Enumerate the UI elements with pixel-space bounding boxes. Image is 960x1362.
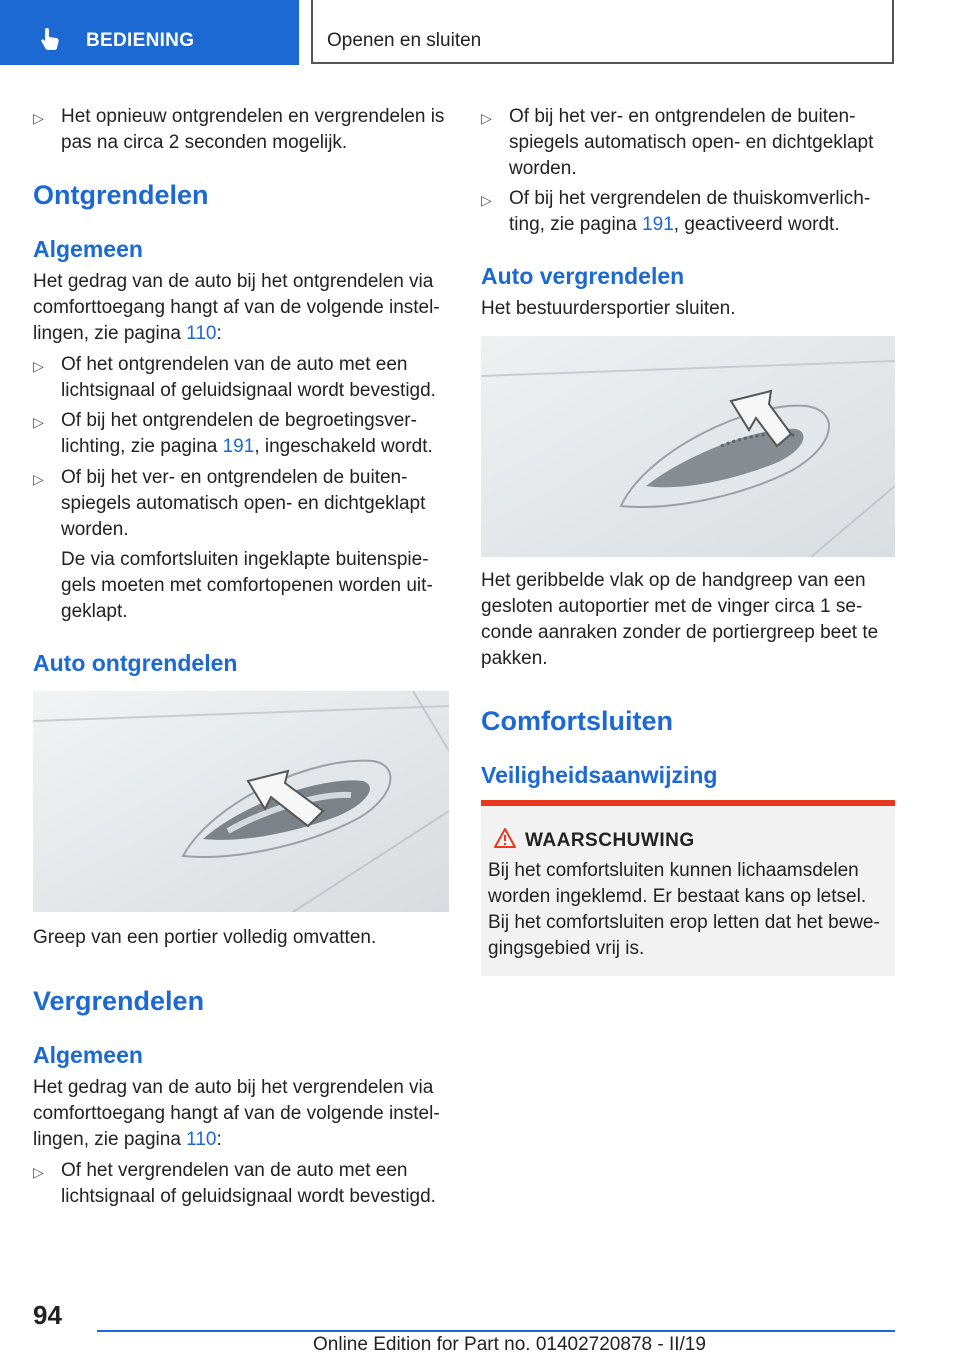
door-handle-unlock-image xyxy=(33,691,449,912)
comfort-heading: Comfortsluiten xyxy=(481,706,673,736)
list-item: ▷ Of bij het vergrendelen de thuiskomverlichting, zie pagina 191, geactiveerd wordt. xyxy=(481,188,871,235)
triangle-bullet-icon: ▷ xyxy=(33,110,44,126)
car-lock-text: Het bestuurdersportier sluiten. xyxy=(481,298,736,319)
door-handle-illustration xyxy=(33,691,449,912)
unlock-heading: Ontgrendelen xyxy=(33,180,209,210)
car-unlock-caption: Greep van een portier volledig omvatten. xyxy=(33,927,377,948)
hand-pointer-icon xyxy=(38,26,64,52)
door-handle-lock-image xyxy=(481,336,895,557)
list-item: ▷ Of het ontgrendelen van de auto met een lichtsignaal of geluidsignaal wordt bevestigd. xyxy=(33,354,436,401)
chapter-title: Openen en sluiten xyxy=(327,30,482,51)
list-item: ▷ Of het vergrendelen van de auto met een lichtsignaal of geluidsignaal wordt bevestigd. xyxy=(33,1160,436,1207)
triangle-bullet-icon: ▷ xyxy=(33,1164,44,1180)
triangle-bullet-icon: ▷ xyxy=(33,358,44,374)
lock-general-paragraph: Het gedrag van de auto bij het vergrendelen via comforttoegang hangt af van de volgende instellingen, zie pagina 110: xyxy=(33,1077,440,1150)
page-link[interactable]: 191 xyxy=(222,436,255,457)
list-item: ▷ Of bij het ver- en ontgrendelen de buitenspiegels automatisch open- en dichtgeklapt worden. xyxy=(481,106,874,179)
triangle-bullet-icon: ▷ xyxy=(481,110,492,126)
door-handle-illustration xyxy=(481,336,895,557)
triangle-bullet-icon: ▷ xyxy=(33,471,44,487)
list-item: ▷ Het opnieuw ontgrendelen en vergrendelen is pas na circa 2 seconden mogelijk. xyxy=(33,106,445,153)
unlock-general-heading: Algemeen xyxy=(33,236,143,262)
edition-text: Online Edition for Part no. 01402720878 - II/19 xyxy=(313,1334,706,1355)
car-unlock-heading: Auto ontgrendelen xyxy=(33,650,238,676)
car-lock-heading: Auto vergrendelen xyxy=(481,263,685,289)
section-tab xyxy=(0,0,299,65)
footer-rule xyxy=(97,1330,895,1332)
list-item-note: De via comfortsluiten ingeklapte buitenspiegels moeten met comfortopenen worden uitgeklapt. xyxy=(61,549,433,622)
unlock-general-paragraph: Het gedrag van de auto bij het ontgrendelen via comforttoegang hangt af van de volgende instellingen, zie pagina 110: xyxy=(33,271,440,344)
page-number: 94 xyxy=(33,1300,62,1330)
page-link[interactable]: 191 xyxy=(642,214,674,235)
list-item: ▷ Of bij het ontgrendelen de begroetingsverlichting, zie pagina 191, ingeschakeld wordt. xyxy=(33,410,433,457)
warning-box xyxy=(481,800,895,976)
page-link[interactable]: 110 xyxy=(186,1129,217,1150)
warning-text: Bij het comfortsluiten kunnen lichaamsdelen worden ingeklemd. Er bestaat kans op letsel. Bij het comfortsluiten erop letten dat het bewegingsgebied vrij is. xyxy=(488,860,880,959)
safety-heading: Veiligheidsaanwijzing xyxy=(481,762,718,788)
section-label: BEDIENING xyxy=(86,30,195,51)
triangle-bullet-icon: ▷ xyxy=(481,192,492,208)
triangle-bullet-icon: ▷ xyxy=(33,414,44,430)
lock-general-heading: Algemeen xyxy=(33,1042,143,1068)
list-item: ▷ Of bij het ver- en ontgrendelen de buitenspiegels automatisch open- en dichtgeklapt worden. xyxy=(33,467,426,540)
lock-heading: Vergrendelen xyxy=(33,986,205,1016)
chapter-header xyxy=(311,0,894,64)
warning-triangle-icon xyxy=(494,827,516,849)
warning-title: WAARSCHUWING xyxy=(525,830,695,851)
page-link[interactable]: 110 xyxy=(186,323,217,344)
car-lock-caption: Het geribbelde vlak op de handgreep van een gesloten autoportier met de vinger circa 1 seconde aanraken zonder de portiergreep beet te pakken. xyxy=(481,570,879,669)
